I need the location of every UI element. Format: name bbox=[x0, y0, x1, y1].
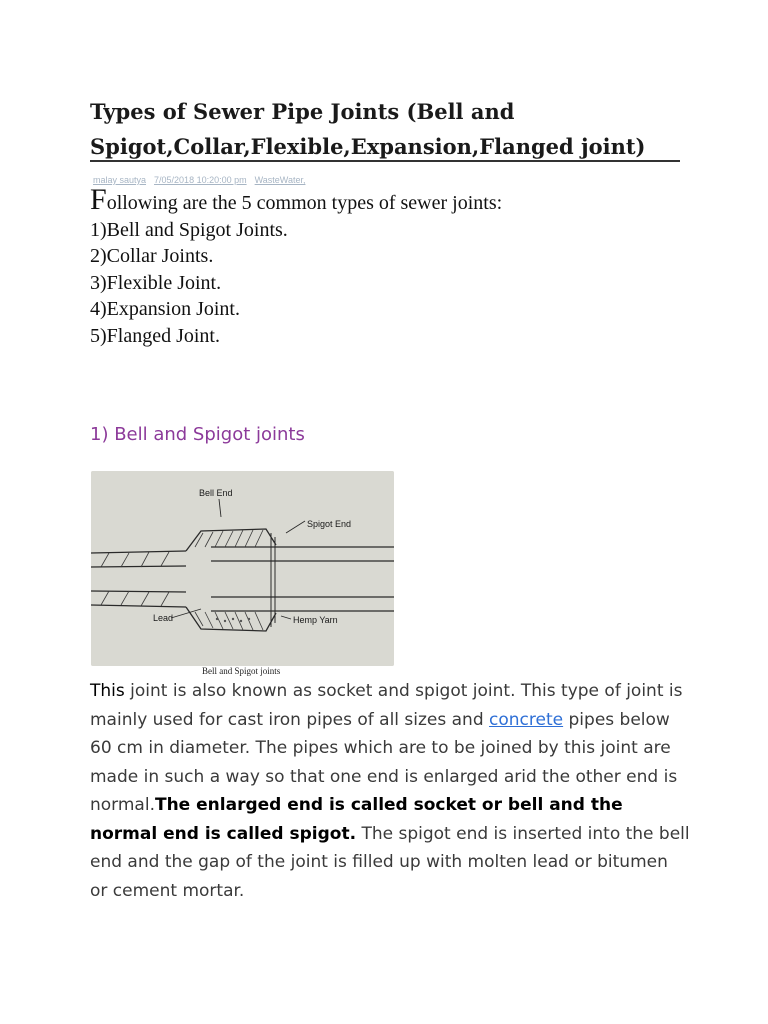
drop-cap: F bbox=[90, 183, 107, 216]
concrete-link[interactable]: concrete bbox=[489, 709, 564, 730]
joint-list-item: 5)Flanged Joint. bbox=[90, 324, 220, 347]
intro-sentence bbox=[90, 183, 690, 217]
body-bold-text: The enlarged end is called socket or bell and the normal end is called spigot. bbox=[90, 795, 623, 844]
lead-fill bbox=[240, 620, 242, 622]
label-hemp-yarn: Hemp Yarn bbox=[293, 615, 338, 625]
section-heading: 1) Bell and Spigot joints bbox=[90, 424, 305, 445]
bell-spigot-figure bbox=[91, 471, 394, 666]
section-body bbox=[90, 677, 690, 905]
article-title: Types of Sewer Pipe Joints (Bell and Spigot,Collar,Flexible,Expansion,Flanged joint) bbox=[90, 99, 646, 159]
lead-fill bbox=[216, 618, 218, 620]
label-lead: Lead bbox=[153, 613, 174, 623]
joint-list-item: 3)Flexible Joint. bbox=[90, 271, 222, 294]
category-link[interactable]: WasteWater, bbox=[254, 175, 306, 185]
intro-text: ollowing are the 5 common types of sewer joints: bbox=[106, 192, 503, 214]
joint-list-item: 4)Expansion Joint. bbox=[90, 298, 240, 320]
author-link[interactable]: malay sautya bbox=[93, 175, 147, 185]
post-meta bbox=[93, 175, 305, 185]
lead-fill bbox=[248, 618, 250, 620]
label-spigot-end: Spigot End bbox=[307, 519, 352, 529]
lead-fill bbox=[224, 620, 226, 622]
figure-caption: Bell and Spigot joints bbox=[202, 666, 281, 676]
date-link[interactable]: 7/05/2018 10:20:00 pm bbox=[154, 175, 247, 185]
body-text: The spigot end is inserted into the bell end and the gap of the joint is filled up with molten lead or bitumen or cement mortar. bbox=[90, 823, 690, 901]
joint-list-item: 2)Collar Joints. bbox=[90, 245, 214, 267]
lead-fill bbox=[232, 618, 234, 620]
lead-word: This bbox=[90, 681, 125, 701]
figure-background bbox=[91, 471, 394, 666]
bell-spigot-diagram bbox=[91, 471, 394, 666]
intro-block bbox=[90, 183, 690, 349]
joint-list-item: 1)Bell and Spigot Joints. bbox=[90, 218, 288, 241]
label-bell-end: Bell End bbox=[199, 488, 233, 498]
body-text: joint is also known as socket and spigot joint. This type of joint is mainly used for cast iron pipes of all sizes and bbox=[90, 681, 683, 730]
title-divider bbox=[90, 160, 680, 162]
body-text: pipes below 60 cm in diameter. The pipes which are to be joined by this joint are made in such a way so that one end is enlarged arid the other end is normal. bbox=[90, 709, 678, 815]
